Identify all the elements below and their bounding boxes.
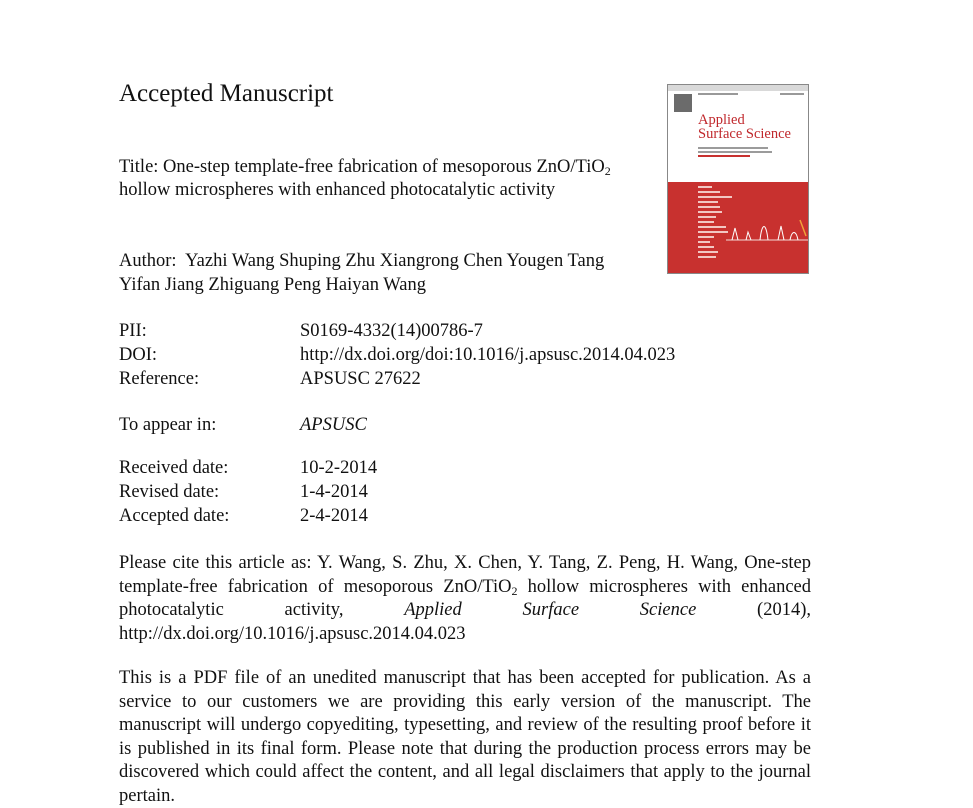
revised-row (119, 480, 377, 504)
cover-subtitle-line (698, 151, 772, 153)
cover-editor-name (698, 206, 720, 208)
cover-editor-name (698, 226, 726, 228)
pii-row (119, 319, 675, 343)
article-title (119, 156, 639, 202)
publisher-logo-icon (674, 94, 692, 112)
identifier-table (119, 319, 675, 391)
citation-paragraph: Please cite this article as: Y. Wang, S. Zhu, X. Chen, Y. Tang, Z. Peng, H. Wang, One-step template-free fabrication of mesoporous ZnO/TiO$_2$ hollow microspheres with enhanced photocatalytic activity, Applied Surface Science (2014), http://dx.doi.org/10.1016/j.apsusc.2014.04.023 (119, 553, 812, 644)
cover-top-band (668, 85, 808, 91)
cover-editors-heading (698, 186, 712, 188)
cover-editor-name (698, 201, 718, 203)
appear-row (119, 413, 367, 437)
cover-volume-line (698, 93, 738, 95)
disclaimer-paragraph: This is a PDF file of an unedited manuscript that has been accepted for publication. As a service to our customers we are providing this early version of the manuscript. The manuscript will undergo copyediting, typesetting, and review of the resulting proof before it is published in its final form. Please note that during the production process errors may be discovered which could affect the content, and all legal disclaimers that apply to the journal pertain. (119, 668, 811, 806)
article-authors (119, 249, 639, 297)
reference-row (119, 367, 675, 391)
reference-value: APSUSC 27622 (300, 369, 421, 389)
reference-label: Reference: (119, 369, 200, 389)
cover-journal-title: Applied Surface Science (698, 112, 791, 142)
cover-editor-name (698, 236, 714, 238)
author-label: Author: (119, 251, 177, 271)
cover-subtitle-line (698, 147, 768, 149)
author-names: Yazhi Wang Shuping Zhu Xiangrong Chen Yougen Tang Yifan Jiang Zhiguang Peng Haiyan Wang (119, 251, 605, 295)
accepted-label: Accepted date: (119, 506, 230, 526)
cover-editor-name (698, 211, 722, 213)
cover-editor-name (698, 246, 714, 248)
cover-editor-line (698, 155, 750, 157)
doi-row (119, 343, 675, 367)
citation-journal: Applied Surface Science (404, 600, 697, 620)
cover-editor-name (698, 216, 716, 218)
cover-editor-name (698, 241, 710, 243)
cover-issn-line (780, 93, 804, 95)
pii-value: S0169-4332(14)00786-7 (300, 321, 483, 341)
received-value: 10-2-2014 (300, 458, 378, 478)
cover-editor-name (698, 251, 718, 253)
cover-editor-name (698, 221, 714, 223)
received-row (119, 456, 377, 480)
received-label: Received date: (119, 458, 229, 478)
doi-label: DOI: (119, 345, 158, 365)
cover-editor-name (698, 256, 716, 258)
appear-in-table (119, 413, 367, 437)
pii-label: PII: (119, 321, 147, 341)
accepted-value: 2-4-2014 (300, 506, 368, 526)
accepted-row (119, 504, 377, 528)
cover-editor-name (698, 191, 720, 193)
doi-link[interactable]: http://dx.doi.org/doi:10.1016/j.apsusc.2014.04.023 (300, 345, 676, 365)
title-text: One-step template-free fabrication of mesoporous ZnO/TiO$_2$ hollow microspheres with enhanced photocatalytic activity (119, 157, 611, 200)
cover-editor-name (698, 231, 728, 233)
appear-label: To appear in: (119, 415, 217, 435)
cover-editor-name (698, 196, 732, 198)
appear-value: APSUSC (300, 415, 367, 435)
title-label: Title: (119, 157, 159, 177)
revised-label: Revised date: (119, 482, 220, 502)
journal-cover-image (667, 84, 809, 274)
dates-table (119, 456, 377, 528)
page-heading: Accepted Manuscript (119, 80, 334, 107)
revised-value: 1-4-2014 (300, 482, 368, 502)
cover-artwork-icon (726, 216, 808, 246)
